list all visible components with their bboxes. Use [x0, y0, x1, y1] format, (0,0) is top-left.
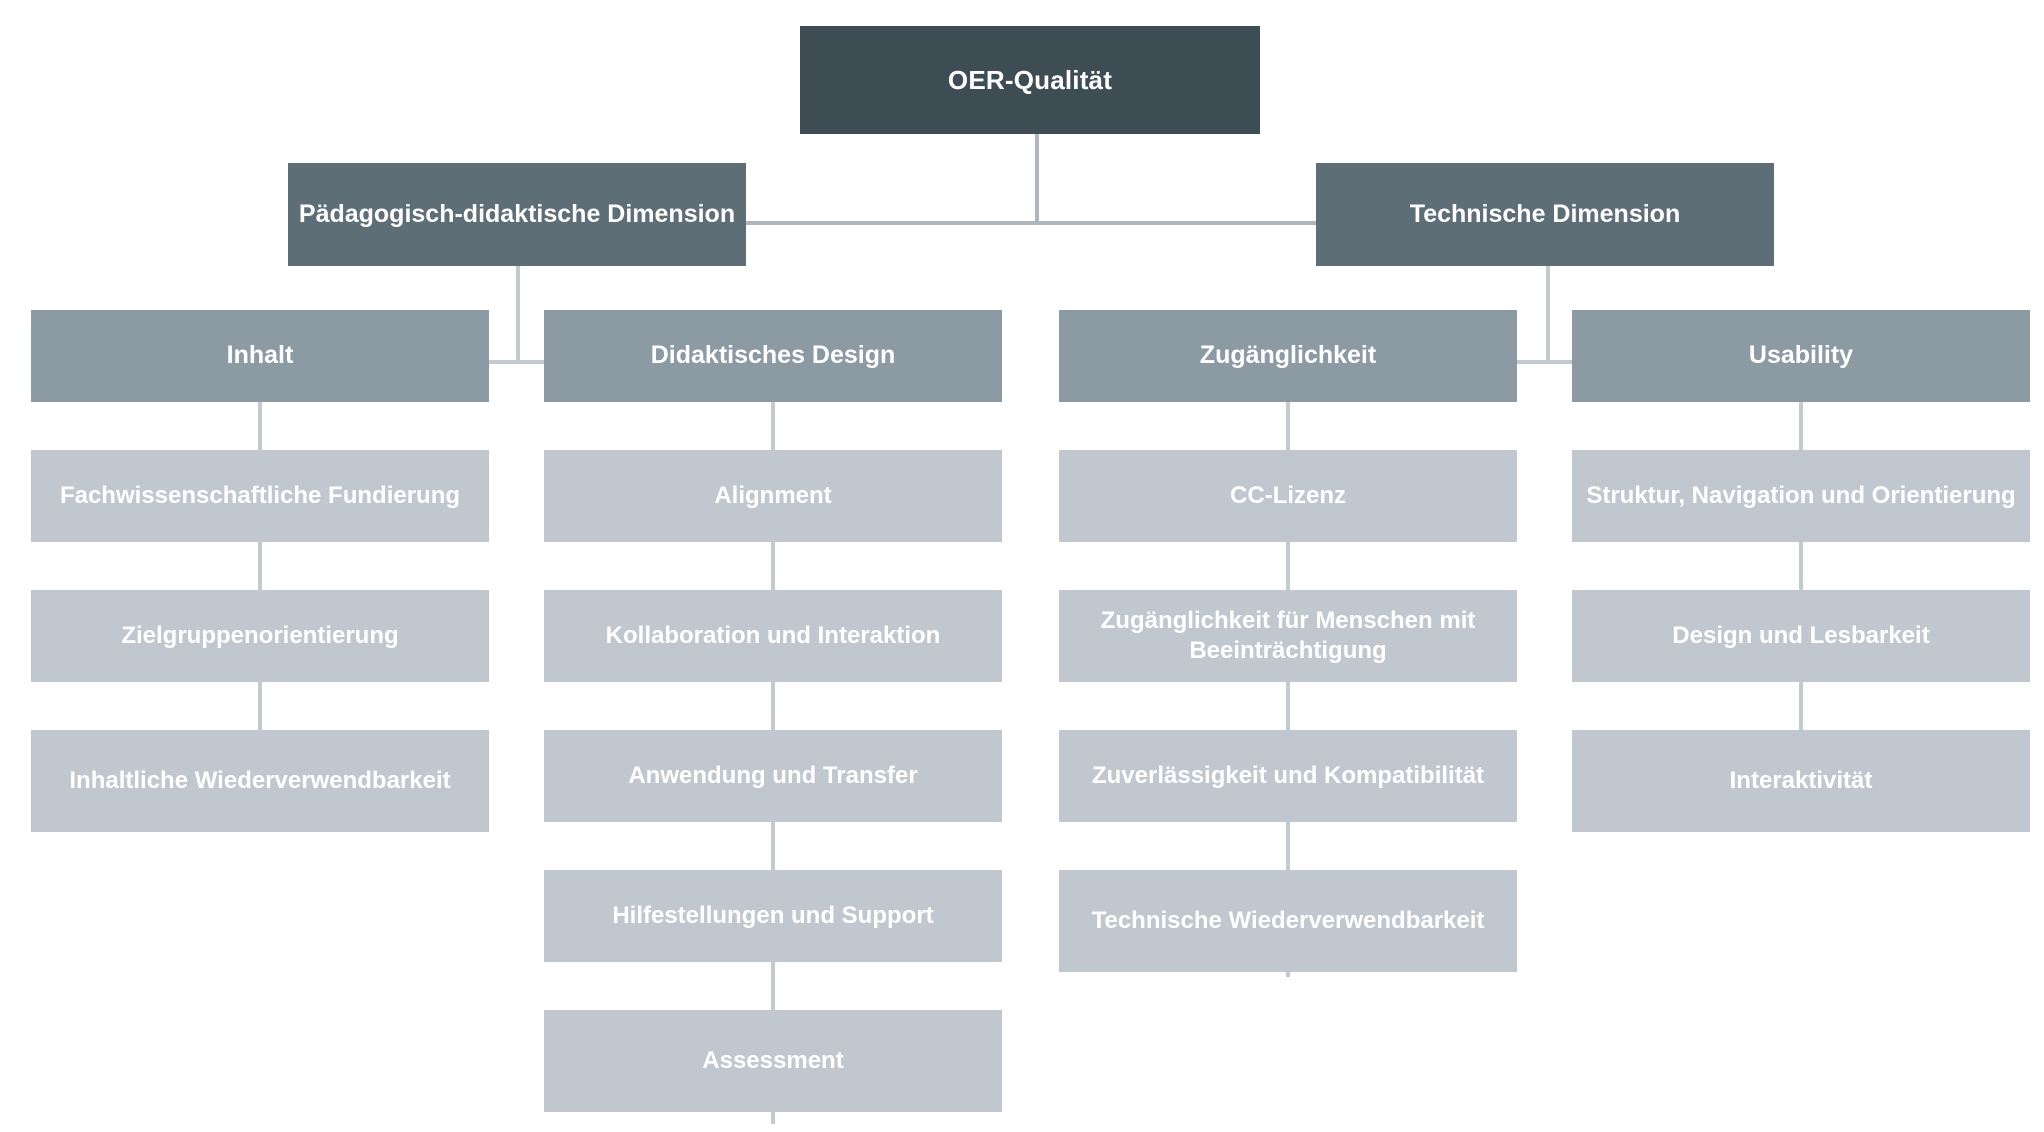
node-label: Alignment	[714, 482, 832, 509]
node-cc-lizenz[interactable]	[1059, 450, 1517, 542]
node-zielgruppenorientierung[interactable]	[31, 590, 489, 682]
node-technische-dimension[interactable]	[1316, 163, 1774, 266]
node-label: Anwendung und Transfer	[628, 762, 918, 789]
node-design-und-lesbarkeit[interactable]	[1572, 590, 2030, 682]
node-fachwissenschaftliche-fundierung[interactable]	[31, 450, 489, 542]
connector-technical-stem	[1546, 264, 1550, 364]
node-label: CC-Lizenz	[1230, 482, 1346, 509]
node-zugaenglichkeit-fuer-menschen-mit-beeintraechtigung[interactable]	[1059, 590, 1517, 682]
node-interaktivitaet[interactable]	[1572, 730, 2030, 832]
node-label: Usability	[1748, 341, 1854, 370]
node-label: Kollaboration und Interaktion	[605, 622, 941, 649]
node-inhaltliche-wiederverwendbarkeit[interactable]	[31, 730, 489, 832]
node-alignment[interactable]	[544, 450, 1002, 542]
node-hilfestellungen-und-support[interactable]	[544, 870, 1002, 962]
node-label: Zugänglichkeit für Menschen mit Beeinträchtigung	[1100, 607, 1476, 664]
node-label: Zielgruppenorientierung	[121, 622, 399, 649]
node-usability[interactable]	[1572, 310, 2030, 402]
connector-root-stem	[1035, 133, 1039, 223]
node-label: Technische Wiederverwendbarkeit	[1091, 907, 1485, 934]
node-kollaboration-und-interaktion[interactable]	[544, 590, 1002, 682]
node-label: Pädagogisch-didaktische Dimension	[298, 199, 736, 228]
node-inhalt[interactable]	[31, 310, 489, 402]
connector-pedagogical-stem	[516, 264, 520, 364]
node-label: Struktur, Navigation und Orientierung	[1586, 482, 2016, 509]
node-anwendung-und-transfer[interactable]	[544, 730, 1002, 822]
node-label: Inhalt	[226, 341, 294, 370]
node-label: Hilfestellungen und Support	[612, 902, 934, 929]
node-label: Interaktivität	[1729, 767, 1873, 794]
node-label: Zuverlässigkeit und Kompatibilität	[1091, 762, 1485, 789]
node-paedagogisch-didaktische-dimension[interactable]	[288, 163, 746, 266]
node-label: Didaktisches Design	[650, 341, 896, 370]
node-label: Design und Lesbarkeit	[1672, 622, 1930, 649]
node-zugaenglichkeit[interactable]	[1059, 310, 1517, 402]
node-label: Zugänglichkeit	[1199, 341, 1377, 370]
node-label: Inhaltliche Wiederverwendbarkeit	[69, 767, 451, 794]
node-technische-wiederverwendbarkeit[interactable]	[1059, 870, 1517, 972]
node-struktur-navigation-und-orientierung[interactable]	[1572, 450, 2030, 542]
node-zuverlaessigkeit-und-kompatibilitaet[interactable]	[1059, 730, 1517, 822]
node-oer-qualitaet[interactable]	[800, 26, 1260, 134]
node-label: Fachwissenschaftliche Fundierung	[59, 482, 461, 509]
node-label: OER-Qualität	[947, 64, 1113, 95]
node-didaktisches-design[interactable]	[544, 310, 1002, 402]
node-label: Technische Dimension	[1409, 199, 1681, 228]
node-assessment[interactable]	[544, 1010, 1002, 1112]
node-label: Assessment	[702, 1047, 844, 1074]
